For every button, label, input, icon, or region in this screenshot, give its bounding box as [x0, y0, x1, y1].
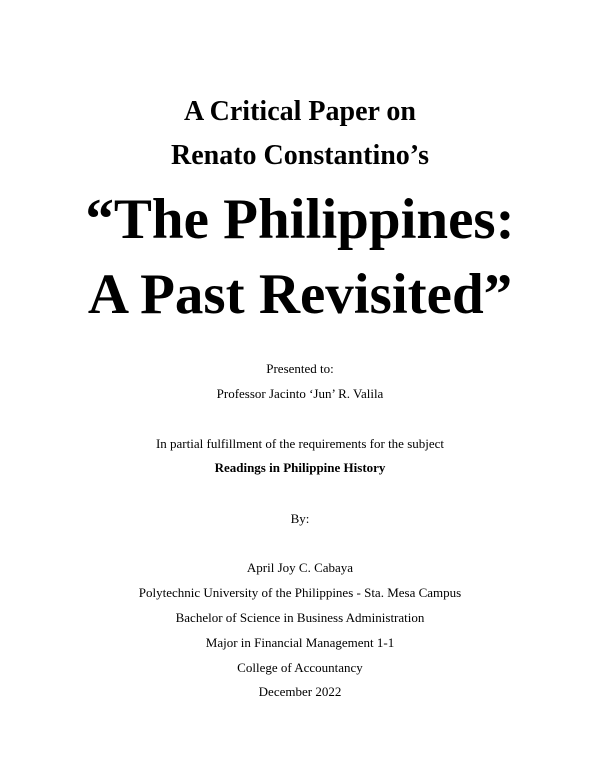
title-line-1: A Critical Paper on	[183, 96, 416, 127]
professor-name: Professor Jacinto ‘Jun’ R. Valila	[216, 386, 384, 401]
major-section: Major in Financial Management 1-1	[205, 635, 395, 650]
submission-date: December 2022	[258, 684, 342, 699]
fulfillment-text: In partial fulfillment of the requirements for the subject	[155, 436, 445, 451]
presented-to-label: Presented to:	[266, 361, 334, 376]
author-name: April Joy C. Cabaya	[246, 560, 354, 575]
by-label: By:	[290, 511, 310, 526]
title-line-2: Renato Constantino’s	[171, 140, 429, 171]
subject-name: Readings in Philippine History	[214, 460, 386, 475]
title-line-3: “The Philippines:	[85, 188, 515, 251]
title-line-4: A Past Revisited”	[87, 263, 513, 326]
college-name: College of Accountancy	[237, 660, 363, 675]
degree-program: Bachelor of Science in Business Administration	[175, 610, 425, 625]
university-name: Polytechnic University of the Philippines - Sta. Mesa Campus	[138, 585, 462, 600]
